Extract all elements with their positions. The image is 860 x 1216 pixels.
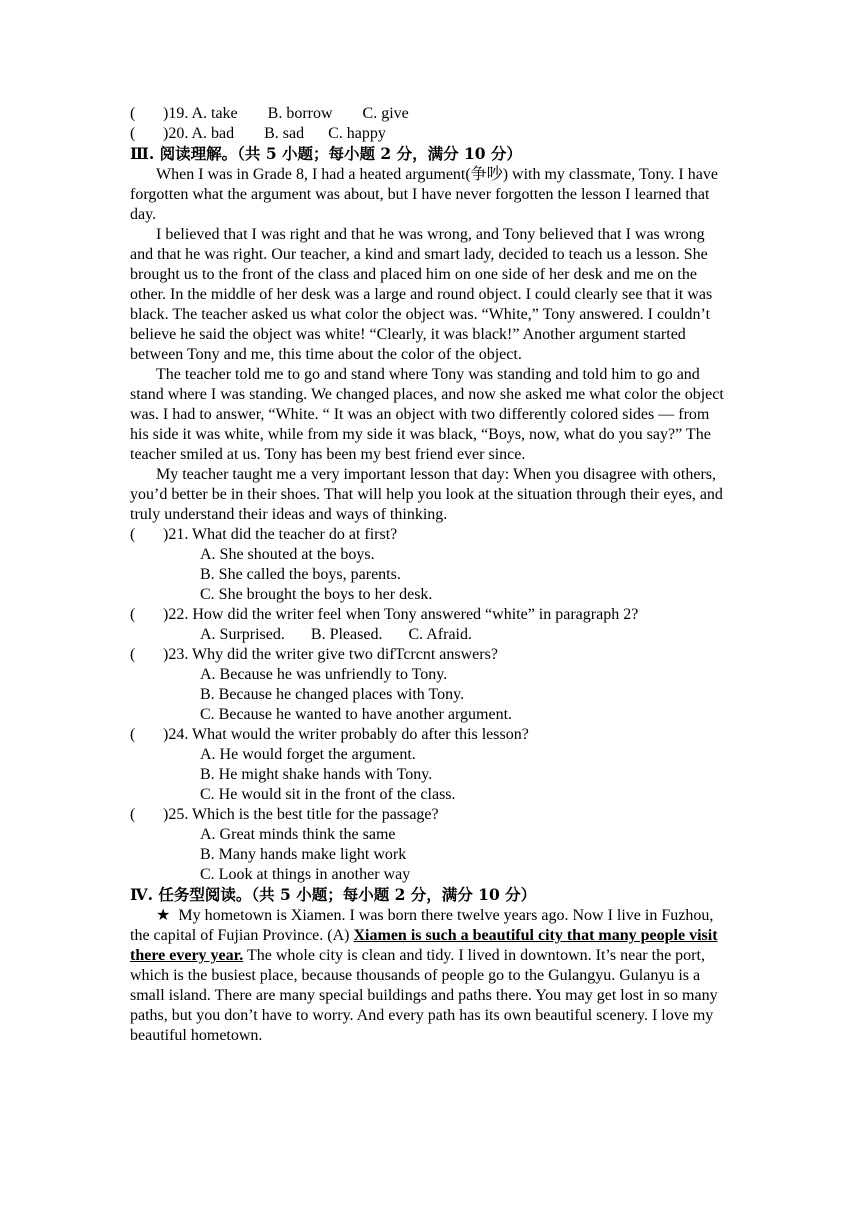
passage-paragraph-3: The teacher told me to go and stand where Tony was standing and told him to go and stand where I was standing. We changed places, and now she asked me what color the object was. I had to answer, “White. “ It was an object with two differently colored sides — from his side it was white, while from my side it was black, “Boys, now, what do you say?” The teacher smiled at us. Tony has been my best friend ever since. bbox=[130, 366, 724, 463]
question-stem: )25. Which is the best title for the passage? bbox=[163, 806, 439, 823]
answer-blank[interactable]: ( bbox=[130, 125, 136, 142]
question-19 bbox=[130, 104, 730, 124]
answer-blank[interactable]: ( bbox=[130, 526, 136, 543]
option-c: C. happy bbox=[328, 125, 386, 142]
passage-paragraph-1: When I was in Grade 8, I had a heated argument(争吵) with my classmate, Tony. I have forgotten what the argument was about, but I have never forgotten the lesson I learned that day. bbox=[130, 166, 718, 223]
question-24 bbox=[130, 725, 730, 745]
question-23-option-a: A. Because he was unfriendly to Tony. bbox=[200, 666, 448, 683]
question-24-option-b: B. He might shake hands with Tony. bbox=[200, 766, 433, 783]
option-a: A. bad bbox=[191, 125, 235, 142]
task-text-after: The whole city is clean and tidy. I lived in downtown. It’s near the port, which is the busiest place, because thousands of people go to the Gulangyu. Gulanyu is a small island. There are many special buildings and paths there. You may get lost in so many paths, but you don’t have to worry. And every path has its own beautiful scenery. I love my beautiful hometown. bbox=[130, 947, 718, 1044]
answer-blank[interactable]: ( bbox=[130, 646, 136, 663]
passage-paragraph-2: I believed that I was right and that he was wrong, and Tony believed that I was wrong and that he was right. Our teacher, a kind and smart lady, decided to teach us a lesson. She brought us to the front of the class and placed him on one side of her desk and me on the other. In the middle of her desk was a large and round object. I could clearly see that it was black. The teacher asked us what color the object was. “White,” Tony answered. I couldn’t believe he said the object was white! “Clearly, it was black!” Another argument started between Tony and me, this time about the color of the object. bbox=[130, 226, 713, 363]
question-21-option-a: A. She shouted at the boys. bbox=[200, 546, 375, 563]
question-21-option-b: B. She called the boys, parents. bbox=[200, 566, 401, 583]
question-number: )20. bbox=[163, 125, 189, 142]
question-23 bbox=[130, 645, 730, 665]
passage-paragraph-4: My teacher taught me a very important lesson that day: When you disagree with others, you’d better be in their shoes. That will help you look at the situation through their eyes, and truly understand their ideas and ways of thinking. bbox=[130, 466, 723, 523]
reading-passage bbox=[130, 165, 730, 525]
option-c: C. give bbox=[362, 105, 409, 122]
option-b: B. sad bbox=[264, 125, 305, 142]
task-paragraph bbox=[130, 906, 730, 1046]
question-22 bbox=[130, 605, 730, 625]
question-22-option-b: B. Pleased. bbox=[310, 626, 383, 643]
question-stem: )21. What did the teacher do at first? bbox=[163, 526, 398, 543]
question-25 bbox=[130, 805, 730, 825]
question-21-option-c: C. She brought the boys to her desk. bbox=[200, 586, 433, 603]
answer-blank[interactable]: ( bbox=[130, 105, 136, 122]
question-25-option-a: A. Great minds think the same bbox=[200, 826, 396, 843]
question-21 bbox=[130, 525, 730, 545]
worksheet-page bbox=[130, 104, 730, 1046]
section-3-heading: Ⅲ. 阅读理解。（共 5 小题；每小题 2 分，满分 10 分） bbox=[130, 144, 522, 163]
question-24-option-a: A. He would forget the argument. bbox=[200, 746, 416, 763]
question-25-option-c: C. Look at things in another way bbox=[200, 866, 411, 883]
question-stem: )22. How did the writer feel when Tony answered “white” in paragraph 2? bbox=[163, 606, 639, 623]
star-icon: ★ bbox=[156, 907, 171, 924]
answer-blank[interactable]: ( bbox=[130, 606, 136, 623]
question-22-options bbox=[130, 625, 730, 645]
option-a: A. take bbox=[191, 105, 238, 122]
section-4-heading: Ⅳ. 任务型阅读。（共 5 小题；每小题 2 分，满分 10 分） bbox=[130, 885, 537, 904]
task-passage bbox=[130, 906, 730, 1046]
question-number: )19. bbox=[163, 105, 189, 122]
question-stem: )23. Why did the writer give two difTcrcnt answers? bbox=[163, 646, 498, 663]
question-stem: )24. What would the writer probably do after this lesson? bbox=[163, 726, 529, 743]
option-b: B. borrow bbox=[267, 105, 333, 122]
question-23-option-b: B. Because he changed places with Tony. bbox=[200, 686, 465, 703]
question-22-option-a: A. Surprised. bbox=[200, 626, 285, 643]
question-22-option-c: C. Afraid. bbox=[408, 626, 472, 643]
question-24-option-c: C. He would sit in the front of the class. bbox=[200, 786, 456, 803]
answer-blank[interactable]: ( bbox=[130, 806, 136, 823]
question-25-option-b: B. Many hands make light work bbox=[200, 846, 407, 863]
task-text-before: My hometown is Xiamen. I was born there twelve years ago. Now I live in Fuzhou, the capital of Fujian Province. (A) bbox=[130, 907, 714, 944]
question-20 bbox=[130, 124, 730, 144]
answer-blank[interactable]: ( bbox=[130, 726, 136, 743]
underlined-sentence-a: Xiamen is such a beautiful city that many people visit there every year. bbox=[130, 927, 718, 964]
question-23-option-c: C. Because he wanted to have another argument. bbox=[200, 706, 513, 723]
